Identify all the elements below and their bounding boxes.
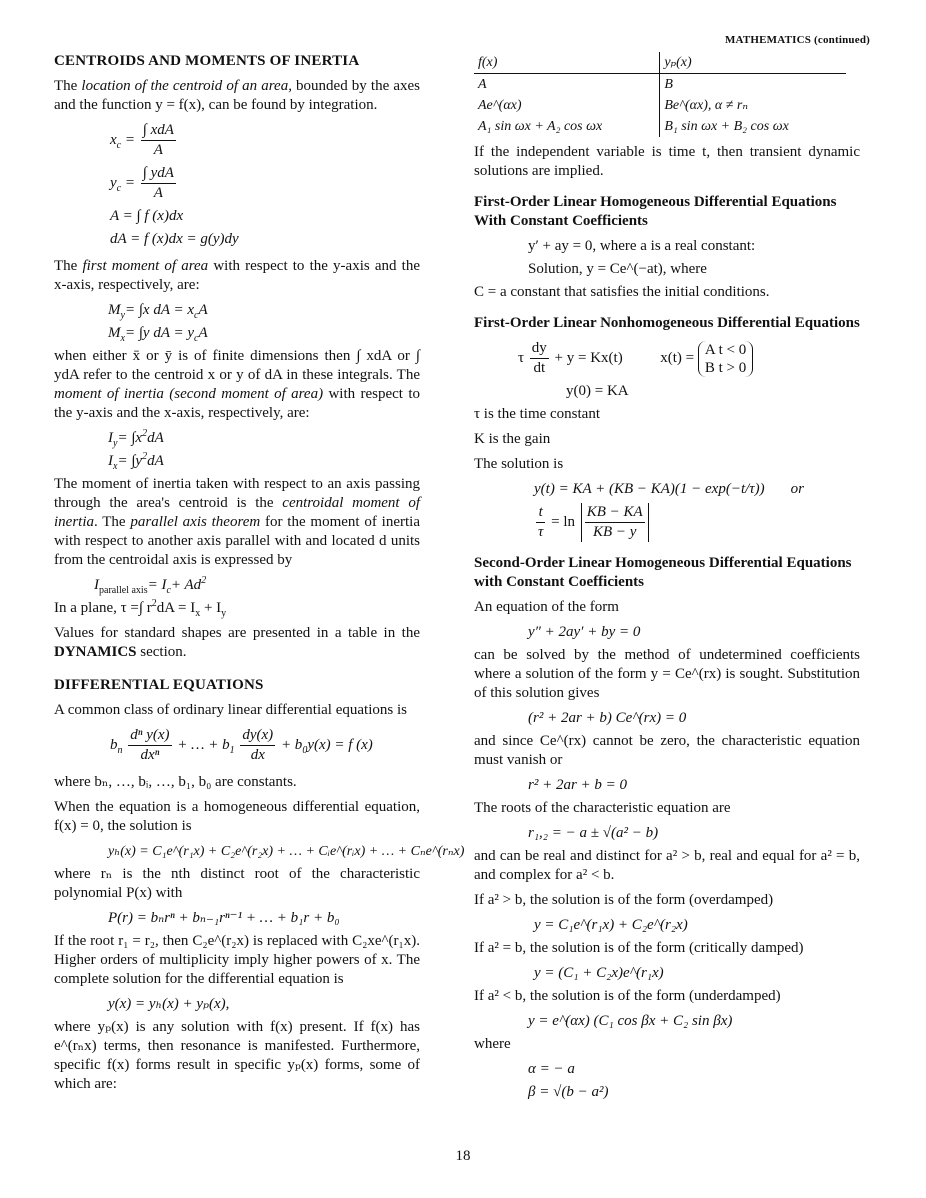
underdamped-note: If a² < b, the solution is of the form (underdamped) — [474, 988, 781, 1004]
table-row: Ae^(αx) Be^(αx), α ≠ rₙ — [474, 95, 846, 116]
time-note: If the independent variable is time t, then transient dynamic solutions are implied. — [474, 144, 860, 179]
table-row: A B — [474, 74, 846, 96]
gain-note: K is the gain — [474, 431, 551, 447]
constants-note: where bₙ, …, bᵢ, …, b₁, b₀ are constants. — [54, 774, 297, 790]
multiplicity-note: If the root r₁ = r₂, then C₂e^(r₂x) is replaced with C₂xe^(r₁x). Higher orders of multiplicity imply higher powers of x. The complete solution for the differential equation is — [54, 933, 420, 987]
overdamped-note: If a² > b, the solution is of the form (overdamped) — [474, 892, 774, 908]
table-row: A₁ sin ωx + A₂ cos ωx B₁ sin ωx + B₂ cos ωx — [474, 116, 846, 137]
eq-dA: dA = f (x)dx = g(y)dy — [110, 231, 239, 247]
eq-underdamped: y = e^(αx) (C₁ cos βx + C₂ sin βx) — [528, 1013, 733, 1029]
root-cases: and can be real and distinct for a² > b, real and equal for a² = b, and complex for a² < b. — [474, 848, 860, 883]
centroid-intro: The location of the centroid of an area, bounded by the axes and the function y = f(x), can be found by integration. — [54, 78, 420, 113]
particular-solution-table — [474, 52, 846, 137]
eq-substitution: (r² + 2ar + b) Ce^(rx) = 0 — [528, 710, 687, 726]
first-order-nonhomogeneous-heading: First-Order Linear Nonhomogeneous Differential Equations — [474, 315, 860, 331]
eq-My: $M_y= \int x$ dA = $x_cA$ — [108, 302, 208, 321]
roots-intro: The roots of the characteristic equation are — [474, 800, 731, 816]
eq-alpha: α = − a — [528, 1061, 575, 1077]
solution-intro: The solution is — [474, 456, 564, 472]
eq-first-order-solution: Solution, y = Ce^(−at), where — [528, 261, 707, 277]
eq-Ix: $I_x= \int y^2dA$ — [108, 451, 164, 472]
eq-characteristic-poly: P(r) = bₙrⁿ + bₙ₋₁rⁿ⁻¹ + … + b₁r + b₀ — [108, 910, 340, 926]
where-label: where — [474, 1036, 511, 1052]
eq-parallel-axis: $I_{parallel axis}= I_c+ Ad^2$ — [94, 575, 207, 596]
eq-second-order: y″ + 2ay′ + by = 0 — [528, 624, 641, 640]
eq-time-solution: $\frac{t}{\tau}$ = ln $\frac{KB - KA}{KB - y}$ — [474, 503, 860, 542]
eq-area: A = ∫ f (x)dx — [110, 208, 184, 224]
homogeneous-note: When the equation is a homogeneous differential equation, f(x) = 0, the solution is — [54, 799, 420, 834]
vanish-note: and since Ce^(rx) cannot be zero, the characteristic equation must vanish or — [474, 733, 860, 768]
table-head-fx: f(x) — [474, 52, 660, 74]
form-intro: An equation of the form — [474, 599, 619, 615]
eq-Iy: $I_y= \int x^2dA$ — [108, 428, 164, 449]
eq-Mx: $M_x= \int y$ dA = $y_cA$ — [108, 325, 208, 344]
eq-xc: $x_c$ = $\frac{\text{∫ xdA}}{A}$ — [110, 122, 174, 158]
eq-characteristic: r² + 2ar + b = 0 — [528, 777, 628, 793]
eq-nonhomogeneous: τ $\frac{dy}{dt}$ + y = Kx(t) x(t) = A t < 0 B t > 0 — [474, 339, 860, 378]
page-number: 18 — [455, 1148, 471, 1164]
eq-beta: β = √(b − a²) — [528, 1084, 609, 1100]
critical-note: If a² = b, the solution is of the form (critically damped) — [474, 940, 804, 956]
first-moment-text: The first moment of area with respect to the y-axis and the x-axis, respectively, are: — [54, 258, 420, 293]
diffeq-intro: A common class of ordinary linear differential equations is — [54, 702, 407, 718]
particular-note: where yₚ(x) is any solution with f(x) present. If f(x) has e^(rₙx) terms, then resonance is manifested. Furthermore, specific f(x) forms result in specific yₚ(x) forms, some of which are: — [54, 1019, 420, 1092]
eq-overdamped: y = C₁e^(r₁x) + C₂e^(r₂x) — [534, 917, 688, 933]
first-order-homogeneous-heading: First-Order Linear Homogeneous Differential Equations With Constant Coefficients — [474, 194, 837, 229]
eq-step-response: y(t) = KA + (KB − KA)(1 − exp(−t/τ)) or — [534, 481, 804, 497]
eq-initial-value: y(0) = KA — [566, 383, 629, 399]
second-order-heading: Second-Order Linear Homogeneous Differential Equations with Constant Coefficients — [474, 555, 852, 590]
eq-first-order: y′ + ay = 0, where a is a real constant: — [528, 238, 756, 254]
eq-ode: $b_n$ $\frac{\text{dⁿ y(x)}}{\text{dxⁿ}}$ + … + $b_1$ $\frac{dy(x)}{dx}$ + $b_0y(x) = f$ (x) — [110, 727, 373, 763]
right-column — [474, 52, 860, 1106]
centroids-heading: CENTROIDS AND MOMENTS OF INERTIA — [54, 53, 360, 69]
eq-yc: $y_c$ = $\frac{\text{∫ ydA}}{A}$ — [110, 165, 174, 201]
moment-inertia-text: when either x̄ or ȳ is of finite dimensions then ∫ xdA or ∫ ydA refer to the centroid x or y of dA in these integrals. The moment of inertia (second moment of area) with respect to the y-axis and the x-axis, respectively, are: — [54, 348, 420, 421]
table-head-yp: yₚ(x) — [660, 52, 846, 74]
running-header: MATHEMATICS (continued) — [724, 34, 870, 46]
left-column — [54, 52, 465, 1100]
constant-c-note: C = a constant that satisfies the initial conditions. — [474, 284, 770, 300]
eq-homogeneous-solution: yₕ(x) = C₁e^(r₁x) + C₂e^(r₂x) + … + Cᵢe^(rᵢx) + … + Cₙe^(rₙx) — [108, 844, 465, 859]
polar-moment: In a plane, τ =∫ $r^2dA = I_x + I_y$ — [54, 598, 227, 619]
tau-note: τ is the time constant — [474, 406, 601, 422]
root-note: where rₙ is the nth distinct root of the characteristic polynomial P(x) with — [54, 866, 420, 901]
diffeq-heading: DIFFERENTIAL EQUATIONS — [54, 677, 264, 693]
parallel-axis-text: The moment of inertia taken with respect to an axis passing through the area's centroid is the centroidal moment of inertia. The parallel axis theorem for the moment of inertia with respect to another axis parallel with and located d units from the centroidal axis is expressed by — [54, 476, 420, 568]
eq-roots: r₁,₂ = − a ± √(a² − b) — [528, 825, 659, 841]
standard-shapes-note: Values for standard shapes are presented in a table in the DYNAMICS section. — [54, 625, 420, 660]
eq-complete-solution: y(x) = yₕ(x) + yₚ(x), — [108, 996, 230, 1012]
eq-critical: y = (C₁ + C₂x)e^(r₁x) — [534, 965, 664, 981]
undetermined-note: can be solved by the method of undetermined coefficients where a solution of the form y = Ce^(rx) is sought. Substitution of this solution gives — [474, 647, 860, 701]
